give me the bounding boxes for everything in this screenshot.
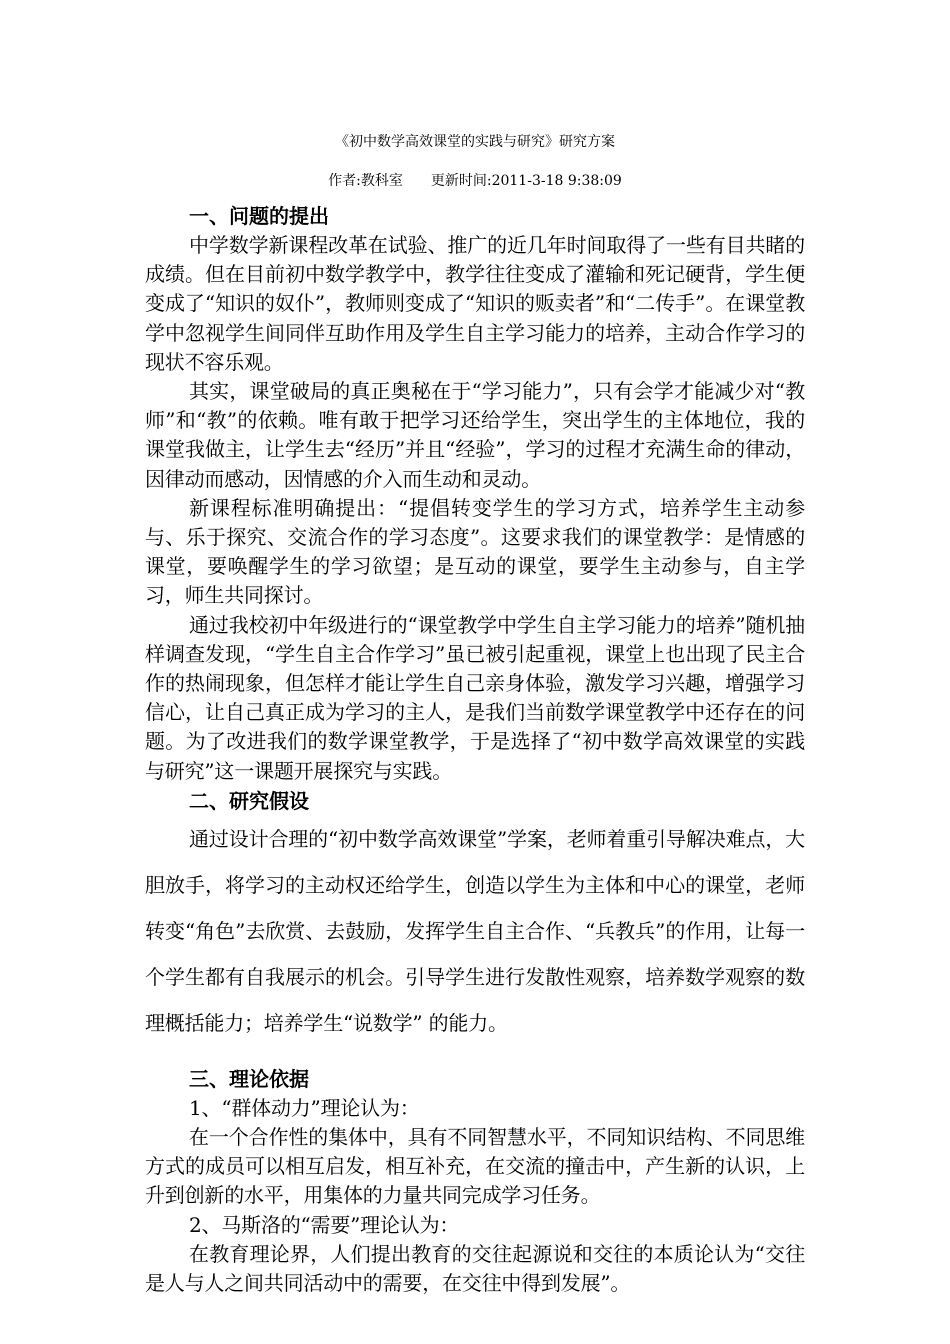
paragraph: 1、“群体动力”理论认为： — [189, 1095, 420, 1120]
paragraph: 新课程标准明确提出：“提倡转变学生的学习方式，培养学生主动参与、乐于探究、交流合作的学习态度”。这要求我们的课堂教学：是情感的课堂，要唤醒学生的学习欲望；是互动的课堂，要学生主动参与，自主学习，师生共同探讨。 — [145, 495, 805, 608]
document-title: 《初中数学高效课堂的实践与研究》研究方案 — [335, 134, 615, 150]
section-heading: 二、研究假设 — [189, 788, 309, 813]
paragraph: 通过我校初中年级进行的“课堂教学中学生自主学习能力的培养”随机抽样调查发现，“学生自主合作学习”虽已被引起重视，课堂上也出现了民主合作的热闹现象，但怎样才能让学生自己亲身体验，激发学习兴趣，增强学习信心，让自己真正成为学习的主人，是我们当前数学课堂教学中还存在的问题。为了改进我们的数学课堂教学，于是选择了“初中数学高效课堂的实践与研究”这一课题开展探究与实践。 — [145, 612, 805, 783]
document-meta: 作者:教科室 更新时间:2011-3-18 9:38:09 — [328, 173, 622, 189]
spacer — [145, 1046, 805, 1064]
section-heading: 三、理论依据 — [189, 1066, 309, 1091]
paragraph: 其实，课堂破局的真正奥秘在于“学习能力”，只有会学才能减少对“教师”和“教”的依赖。唯有敢于把学习还给学生，突出学生的主体地位，我的课堂我做主，让学生去“经历”并且“经验”，学习的过程才充满生命的律动，因律动而感动，因情感的介入而生动和灵动。 — [145, 379, 805, 491]
paragraph: 2、马斯洛的“需要”理论认为： — [189, 1212, 460, 1237]
paragraph: 中学数学新课程改革在试验、推广的近几年时间取得了一些有目共睹的成绩。但在目前初中数学教学中，教学往往变成了灌输和死记硬背，学生便变成了“知识的奴仆”，教师则变成了“知识的贩卖者”和“二传手”。在课堂教学中忽视学生间同伴互助作用及学生自主学习能力的培养，主动合作学习的现状不容乐观。 — [145, 233, 805, 374]
paragraph: 通过设计合理的“初中数学高效课堂”学案，老师着重引导解决难点，大胆放手，将学习的主动权还给学生，创造以学生为主体和中心的课堂，老师转变“角色”去欣赏、去鼓励，发挥学生自主合作、“兵教兵”的作用，让每一个学生都有自我展示的机会。引导学生进行发散性观察，培养数学观察的数理概括能力；培养学生“说数学” 的能力。 — [145, 826, 805, 1035]
paragraph: 在教育理论界，人们提出教育的交往起源说和交往的本质论认为“交往是人与人之间共同活动中的需要，在交往中得到发展”。 — [145, 1241, 805, 1296]
section-heading: 一、问题的提出 — [189, 204, 329, 228]
paragraph: 在一个合作性的集体中，具有不同智慧水平，不同知识结构、不同思维方式的成员可以相互启发，相互补充，在交流的撞击中，产生新的认识，上升到创新的水平，用集体的力量共同完成学习任务。 — [145, 1125, 805, 1208]
section-hypothesis — [145, 786, 805, 1046]
section-theory — [145, 1064, 805, 1298]
document-body — [145, 201, 805, 1298]
section-problem — [145, 201, 805, 786]
